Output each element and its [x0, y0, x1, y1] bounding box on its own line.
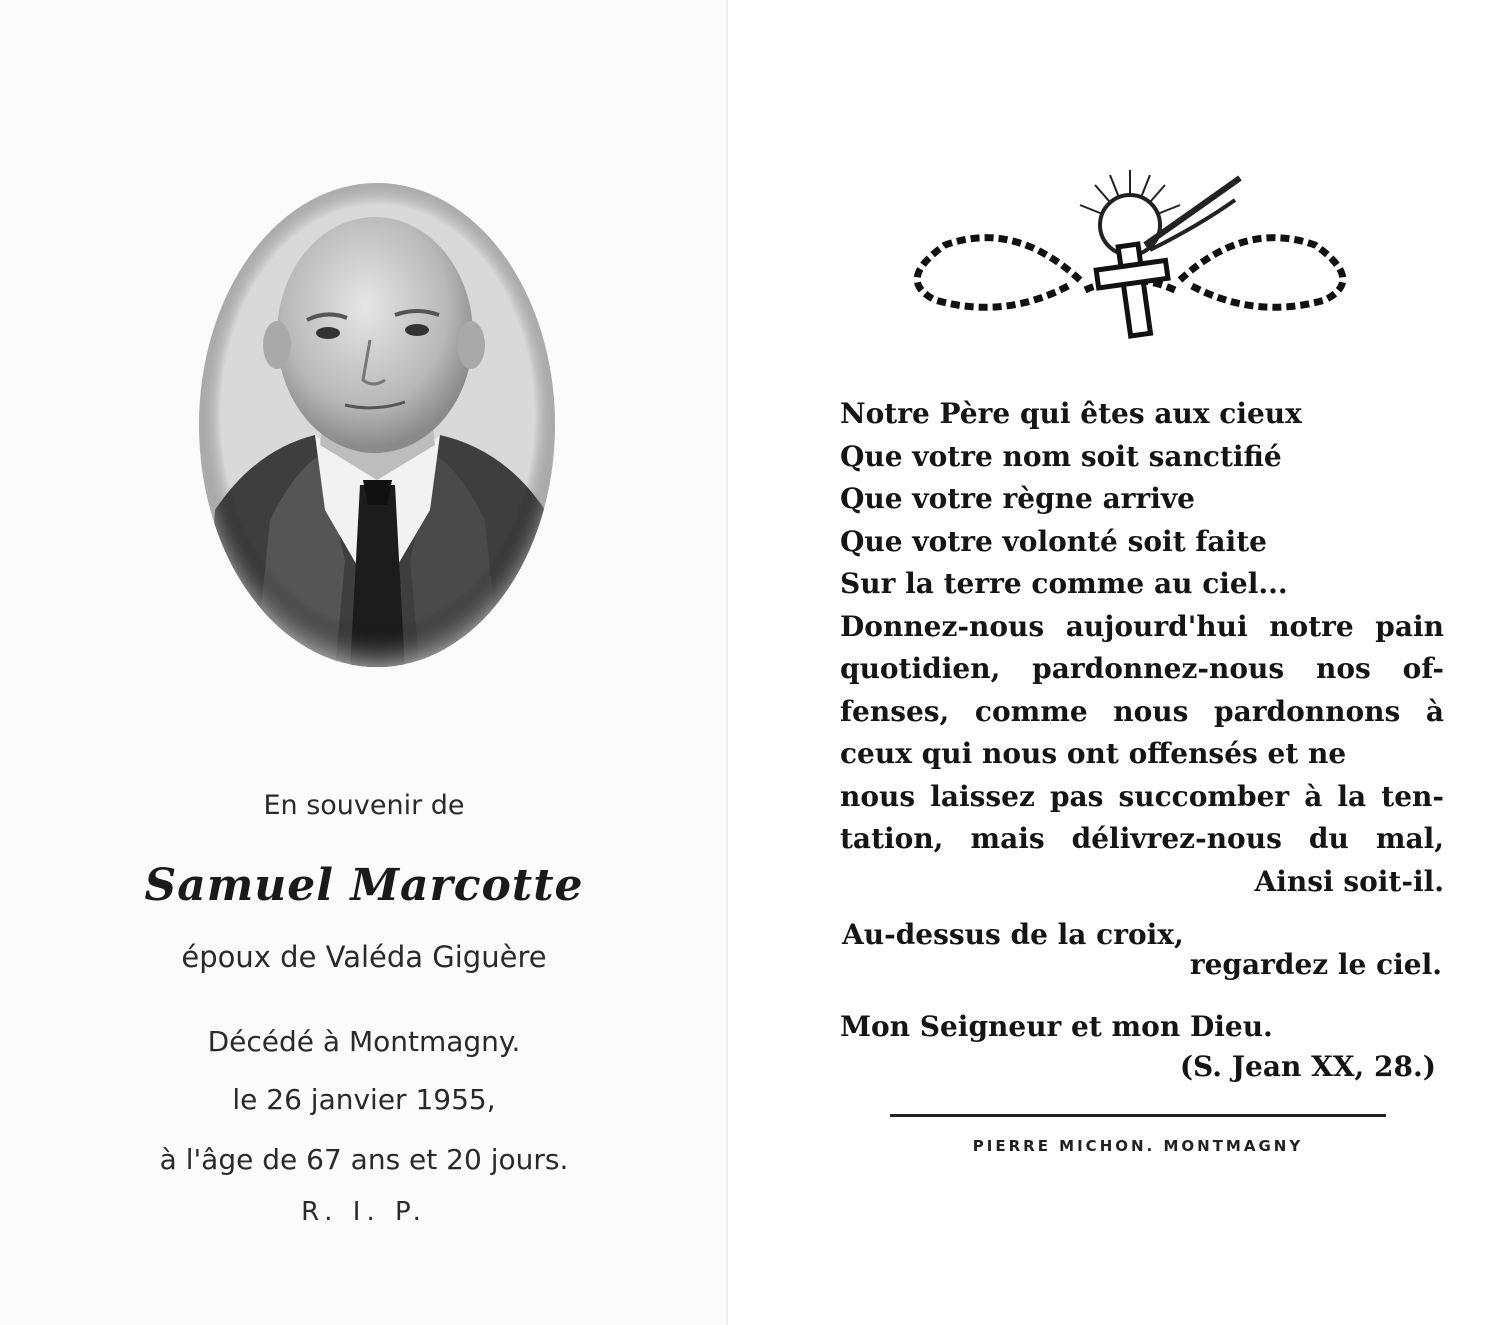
printer-credit: PIERRE MICHON. MONTMAGNY: [972, 1137, 1304, 1155]
prayer-line: ceux qui nous ont offensés et ne: [840, 737, 1347, 770]
verse-citation: (S. Jean XX, 28.): [1179, 1050, 1436, 1083]
age-text: à l'âge de 67 ans et 20 jours.: [159, 1143, 569, 1176]
portrait-photo: [195, 180, 560, 670]
prayer-line: Que votre volonté soit faite: [840, 524, 1267, 558]
prayer-line: tation, mais délivrez-nous du mal,: [840, 822, 1444, 855]
spouse-text: époux de Valéda Giguère: [181, 940, 547, 974]
prayer-line: nous laissez pas succomber à la ten-: [840, 779, 1444, 813]
rosary-cross-icon: [895, 150, 1365, 345]
death-place: Décédé à Montmagny.: [207, 1025, 521, 1058]
prayer-line: fenses, comme nous pardonnons à: [840, 694, 1444, 728]
prayer-line: Sur la terre comme au ciel...: [840, 567, 1288, 600]
prayer-line: Ainsi soit-il.: [1254, 864, 1444, 898]
left-card-panel: [0, 0, 728, 1325]
deceased-name: Samuel Marcotte: [144, 860, 584, 911]
prayer-line: Que votre règne arrive: [840, 482, 1195, 515]
rip-text: R. I. P.: [301, 1197, 427, 1227]
lords-prayer: [840, 393, 1444, 903]
verse-cross: Au-dessus de la croix,: [842, 918, 1184, 951]
verse-sky: regardez le ciel.: [1189, 948, 1442, 981]
verse-lord: Mon Seigneur et mon Dieu.: [840, 1010, 1273, 1043]
prayer-line: Donnez-nous aujourd'hui notre pain: [840, 609, 1444, 643]
intro-text: En souvenir de: [263, 790, 465, 821]
prayer-line: Notre Père qui êtes aux cieux: [840, 397, 1302, 430]
prayer-line: Que votre nom soit sanctifié: [840, 439, 1282, 473]
printer-rule: [890, 1114, 1386, 1117]
death-date: le 26 janvier 1955,: [232, 1083, 496, 1116]
prayer-line: quotidien, pardonnez-nous nos of-: [840, 652, 1444, 685]
